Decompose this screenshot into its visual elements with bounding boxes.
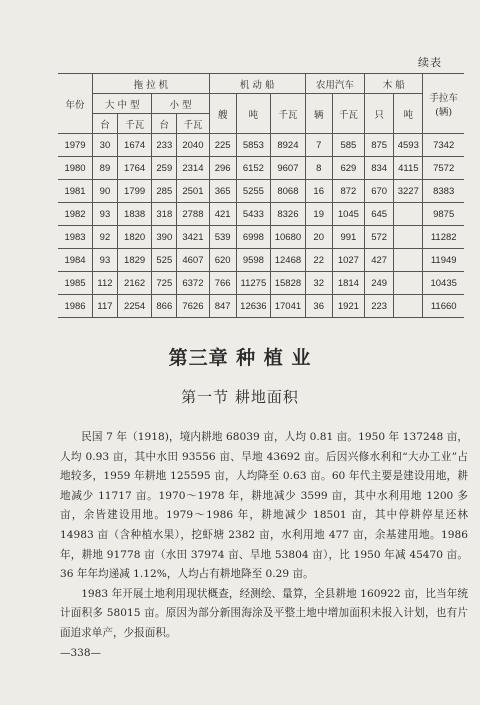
table-row bbox=[58, 249, 464, 272]
table-cell: 22 bbox=[305, 249, 332, 272]
table-cell bbox=[394, 226, 423, 249]
table-cell bbox=[394, 203, 423, 226]
table-cell: 1799 bbox=[117, 180, 152, 203]
table-cell: 2314 bbox=[177, 157, 209, 180]
table-cell: 6998 bbox=[236, 226, 271, 249]
table-cell: 7626 bbox=[177, 295, 209, 318]
table-cell: 1814 bbox=[332, 272, 364, 295]
table-row bbox=[58, 203, 464, 226]
table-cell: 3227 bbox=[394, 180, 423, 203]
table-cell: 6152 bbox=[236, 157, 271, 180]
hand-tractor-header: 手拉车(辆) bbox=[423, 74, 464, 134]
small-subheader: 小 型 bbox=[152, 94, 209, 114]
table-cell: 991 bbox=[332, 226, 364, 249]
table-cell: 17041 bbox=[271, 295, 306, 318]
table-cell: 872 bbox=[332, 180, 364, 203]
table-cell: 4115 bbox=[394, 157, 423, 180]
farm-truck-header: 农用汽车 bbox=[305, 74, 364, 94]
unit-tai: 台 bbox=[93, 114, 118, 134]
table-cell: 249 bbox=[365, 272, 394, 295]
table-cell: 36 bbox=[305, 295, 332, 318]
continued-table-note: 续表 bbox=[418, 56, 442, 69]
table-cell: 318 bbox=[152, 203, 177, 226]
table-cell: 12636 bbox=[236, 295, 271, 318]
table-cell: 725 bbox=[152, 272, 177, 295]
year-cell: 1980 bbox=[58, 157, 93, 180]
table-cell: 427 bbox=[365, 249, 394, 272]
table-cell: 1829 bbox=[117, 249, 152, 272]
table-row bbox=[58, 226, 464, 249]
wood-ship-header: 木 船 bbox=[365, 74, 423, 94]
table-cell: 5255 bbox=[236, 180, 271, 203]
table-cell: 8383 bbox=[423, 180, 464, 203]
table-cell: 20 bbox=[305, 226, 332, 249]
table-cell: 259 bbox=[152, 157, 177, 180]
table-row bbox=[58, 134, 464, 157]
table-cell: 629 bbox=[332, 157, 364, 180]
table-cell: 2501 bbox=[177, 180, 209, 203]
table-cell bbox=[394, 249, 423, 272]
table-cell: 421 bbox=[209, 203, 236, 226]
table-cell: 1674 bbox=[117, 134, 152, 157]
table-cell: 6372 bbox=[177, 272, 209, 295]
table-cell: 8924 bbox=[271, 134, 306, 157]
table-cell: 4593 bbox=[394, 134, 423, 157]
table-cell: 7 bbox=[305, 134, 332, 157]
table-cell: 92 bbox=[93, 226, 118, 249]
unit-kw: 千瓦 bbox=[177, 114, 209, 134]
page-number: —338— bbox=[60, 647, 102, 659]
table-cell: 285 bbox=[152, 180, 177, 203]
table-cell: 9598 bbox=[236, 249, 271, 272]
machinery-table bbox=[58, 73, 464, 318]
unit-sou: 艘 bbox=[209, 94, 236, 134]
table-cell: 1027 bbox=[332, 249, 364, 272]
year-cell: 1981 bbox=[58, 180, 93, 203]
year-cell: 1982 bbox=[58, 203, 93, 226]
table-cell: 9607 bbox=[271, 157, 306, 180]
table-cell bbox=[394, 272, 423, 295]
table-cell: 12468 bbox=[271, 249, 306, 272]
table-cell: 875 bbox=[365, 134, 394, 157]
table-cell: 390 bbox=[152, 226, 177, 249]
table-cell: 1838 bbox=[117, 203, 152, 226]
table-cell: 8068 bbox=[271, 180, 306, 203]
table-cell: 7342 bbox=[423, 134, 464, 157]
tractor-header: 拖 拉 机 bbox=[93, 74, 210, 94]
table-cell: 93 bbox=[93, 203, 118, 226]
table-cell: 2040 bbox=[177, 134, 209, 157]
table-cell: 7572 bbox=[423, 157, 464, 180]
year-header: 年份 bbox=[58, 74, 93, 134]
unit-dun: 吨 bbox=[394, 94, 423, 134]
year-cell: 1985 bbox=[58, 272, 93, 295]
medium-large-subheader: 大 中 型 bbox=[93, 94, 152, 114]
table-cell: 5433 bbox=[236, 203, 271, 226]
year-cell: 1984 bbox=[58, 249, 93, 272]
table-cell: 2254 bbox=[117, 295, 152, 318]
table-cell: 10435 bbox=[423, 272, 464, 295]
table-cell: 620 bbox=[209, 249, 236, 272]
unit-tai: 台 bbox=[152, 114, 177, 134]
table-cell: 847 bbox=[209, 295, 236, 318]
table-cell: 90 bbox=[93, 180, 118, 203]
table-cell: 834 bbox=[365, 157, 394, 180]
table-cell: 16 bbox=[305, 180, 332, 203]
paragraph: 民国 7 年（1918)，境内耕地 68039 亩，人均 0.81 亩。1950 年 137248 亩，人均 0.93 亩，其中水田 93556 亩、旱地 43692 亩。后因兴修水利和“大办工业”占地较多，1959 年耕地 125595 亩，人均降至 0.63 亩。60 年代主要是建设用地，耕地减少 11717 亩。1970～1978 年，耕地减少 3599 亩，其中水利用地 1200 多亩，余皆建设用地。1979～1986 年，耕地减少 18501 亩，其中停耕停星还林 14983 亩（含种植水果），挖虾塘 2382 亩，水利用地 477 亩，余基建用地。1986 年，耕地 91778 亩（水田 37974 亩、旱地 53804 亩），比 1950 年减 45470 亩。36 年年均递减 1.12%，人均占有耕地降至 0.29 亩。 bbox=[60, 431, 468, 581]
table-cell: 585 bbox=[332, 134, 364, 157]
table-cell: 117 bbox=[93, 295, 118, 318]
table-cell: 8326 bbox=[271, 203, 306, 226]
unit-dun: 吨 bbox=[236, 94, 271, 134]
table-cell: 11949 bbox=[423, 249, 464, 272]
table-cell: 11275 bbox=[236, 272, 271, 295]
table-cell: 1045 bbox=[332, 203, 364, 226]
table-cell: 233 bbox=[152, 134, 177, 157]
table-cell: 10680 bbox=[271, 226, 306, 249]
table-cell: 2788 bbox=[177, 203, 209, 226]
table-cell: 2162 bbox=[117, 272, 152, 295]
table-cell: 1921 bbox=[332, 295, 364, 318]
motor-ship-header: 机 动 船 bbox=[209, 74, 305, 94]
table-cell: 539 bbox=[209, 226, 236, 249]
table-cell: 32 bbox=[305, 272, 332, 295]
unit-kw: 千瓦 bbox=[271, 94, 306, 134]
body-text bbox=[60, 428, 468, 644]
table-cell: 766 bbox=[209, 272, 236, 295]
table-cell: 93 bbox=[93, 249, 118, 272]
table-row bbox=[58, 295, 464, 318]
table-cell: 1820 bbox=[117, 226, 152, 249]
year-cell: 1983 bbox=[58, 226, 93, 249]
table-cell: 3421 bbox=[177, 226, 209, 249]
year-cell: 1979 bbox=[58, 134, 93, 157]
table-cell: 670 bbox=[365, 180, 394, 203]
table-cell: 11660 bbox=[423, 295, 464, 318]
year-cell: 1986 bbox=[58, 295, 93, 318]
table-cell: 866 bbox=[152, 295, 177, 318]
table-row bbox=[58, 157, 464, 180]
table-cell: 9875 bbox=[423, 203, 464, 226]
unit-liang: 辆 bbox=[305, 94, 332, 134]
table-cell: 365 bbox=[209, 180, 236, 203]
table-cell: 15828 bbox=[271, 272, 306, 295]
table-cell: 11282 bbox=[423, 226, 464, 249]
unit-zhi: 只 bbox=[365, 94, 394, 134]
unit-kw: 千瓦 bbox=[117, 114, 152, 134]
table-cell: 89 bbox=[93, 157, 118, 180]
table-cell: 1764 bbox=[117, 157, 152, 180]
section-title: 第一节 耕地面积 bbox=[181, 388, 299, 406]
table-cell: 30 bbox=[93, 134, 118, 157]
unit-kw: 千瓦 bbox=[332, 94, 364, 134]
table-cell: 525 bbox=[152, 249, 177, 272]
table-cell: 296 bbox=[209, 157, 236, 180]
table-row bbox=[58, 272, 464, 295]
table-cell bbox=[394, 295, 423, 318]
table-cell: 5853 bbox=[236, 134, 271, 157]
table-cell: 112 bbox=[93, 272, 118, 295]
table-cell: 225 bbox=[209, 134, 236, 157]
table-cell: 19 bbox=[305, 203, 332, 226]
table-cell: 4607 bbox=[177, 249, 209, 272]
table-body bbox=[58, 134, 464, 318]
chapter-title: 第三章 种 植 业 bbox=[168, 347, 312, 369]
table-cell: 645 bbox=[365, 203, 394, 226]
table-cell: 223 bbox=[365, 295, 394, 318]
paragraph: 1983 年开展土地利用现状概查，经测绘、量算，全县耕地 160922 亩，比当年统计面积多 58015 亩。原因为部分新围海涂及平整土地中增加面积未报入计划，也有片面追求单产，少报面积。 bbox=[60, 587, 468, 639]
table-cell: 8 bbox=[305, 157, 332, 180]
table-cell: 572 bbox=[365, 226, 394, 249]
table-row bbox=[58, 180, 464, 203]
